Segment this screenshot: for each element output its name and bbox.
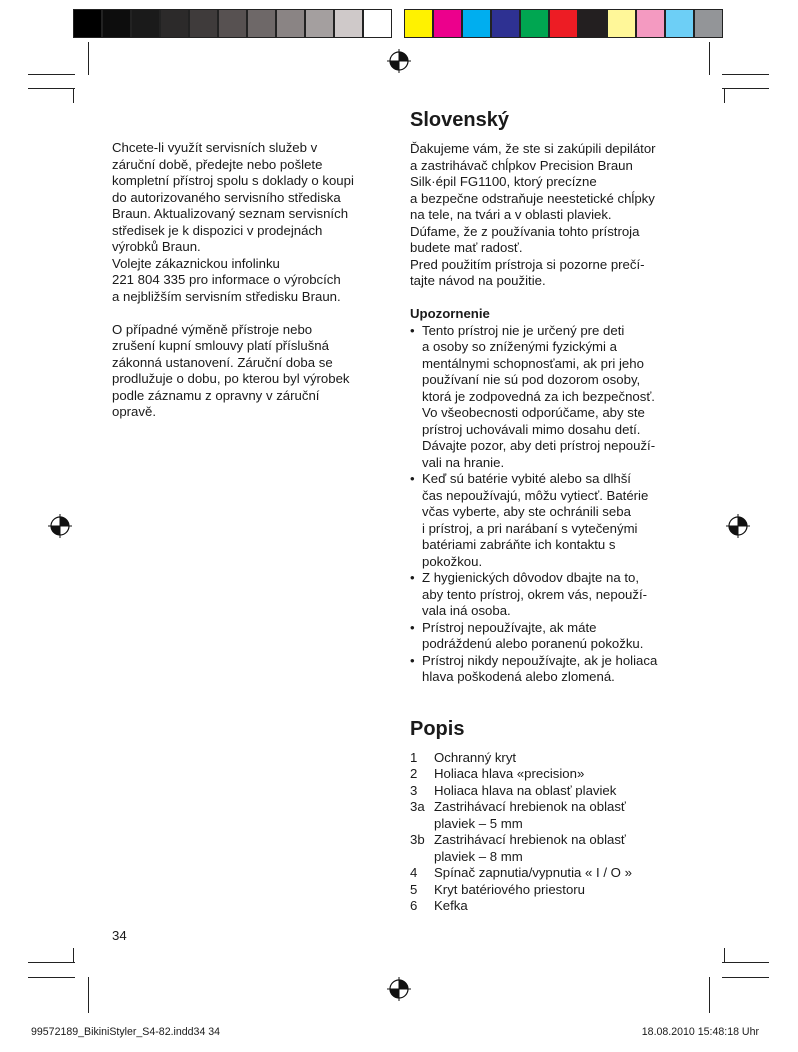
- part-number: 5: [410, 881, 418, 897]
- registration-mark-icon: [48, 514, 72, 538]
- color-swatch: [404, 9, 433, 38]
- list-item: [410, 898, 700, 915]
- color-swatch: [607, 9, 636, 38]
- gray-swatch: [305, 9, 334, 38]
- gray-swatch: [247, 9, 276, 38]
- crop-mark: [28, 962, 75, 963]
- gray-swatch: [73, 9, 102, 38]
- crop-mark: [724, 948, 725, 963]
- part-label: Holiaca hlava na oblasť plaviek: [434, 782, 617, 798]
- crop-mark: [28, 74, 75, 75]
- gray-swatch: [276, 9, 305, 38]
- part-label: Holiaca hlava «precision»: [434, 766, 585, 781]
- crop-mark: [88, 42, 89, 75]
- registration-mark-icon: [387, 977, 411, 1001]
- crop-mark: [73, 948, 74, 963]
- registration-mark-icon: [726, 514, 750, 538]
- gray-swatch: [160, 9, 189, 38]
- crop-mark: [73, 88, 74, 103]
- crop-mark: [28, 977, 75, 978]
- process-color-bar: [404, 9, 723, 38]
- color-swatch: [549, 9, 578, 38]
- crop-mark: [709, 42, 710, 75]
- crop-mark: [722, 962, 769, 963]
- list-item: [410, 882, 700, 899]
- gray-swatch: [102, 9, 131, 38]
- crop-mark: [722, 977, 769, 978]
- description-title: Popis: [410, 717, 465, 740]
- section-title: Slovenský: [410, 109, 509, 131]
- color-swatch: [665, 9, 694, 38]
- gray-swatch: [218, 9, 247, 38]
- color-swatch: [578, 9, 607, 38]
- gray-swatch: [131, 9, 160, 38]
- list-item: [410, 799, 700, 832]
- intro-paragraph: Ďakujeme vám, že ste si zakúpili depilátor a zastrihávač chĺpkov Precision Braun Silk·épil FG1100, ktorý precízne a bezpečne odstraňuje neestetické chĺpky na tele, na tvári a v oblasti plaviek. Dúfame, že z používania tohto prístroja budete mať radosť. Pred použitím prístroja si pozorne prečí- tajte návod na použitie.: [410, 141, 656, 288]
- part-label: Kryt batériového priestoru: [434, 881, 585, 897]
- gray-swatch: [363, 9, 392, 38]
- warning-heading: Upozornenie: [410, 306, 490, 321]
- part-label: Spínač zapnutia/vypnutia « I / O »: [434, 865, 632, 880]
- warning-item: • Keď sú batérie vybité alebo sa dlhší čas nepoužívajú, môžu vytiecť. Batérie včas vyberte, aby ste ochránili seba i prístroj, a pri narábaní s vytečenými batériami zabráňte ich kontaktu s pokožkou.: [410, 471, 700, 570]
- left-column: [112, 140, 397, 421]
- color-swatch: [462, 9, 491, 38]
- warranty-replacement-paragraph: O případné výměně přístroje nebo zrušení kupní smlouvy platí příslušná zákonná ustanovení. Záruční doba se prodlužuje o dobu, po kterou byl výrobek podle záznamu z opravny v záruční opravě.: [112, 321, 350, 419]
- part-label: Kefka: [434, 898, 468, 913]
- color-swatch: [491, 9, 520, 38]
- gray-swatch: [334, 9, 363, 38]
- crop-mark: [709, 977, 710, 1013]
- crop-mark: [88, 977, 89, 1013]
- list-item: [410, 865, 700, 882]
- warning-item: • Z hygienických dôvodov dbajte na to, aby tento prístroj, okrem vás, nepouží- vala iná osoba.: [410, 570, 700, 620]
- part-label: Zastrihávací hrebienok na oblasť plaviek – 8 mm: [434, 832, 626, 864]
- list-item: [410, 832, 700, 865]
- color-swatch: [520, 9, 549, 38]
- color-swatch: [636, 9, 665, 38]
- crop-mark: [724, 88, 725, 103]
- part-label: Zastrihávací hrebienok na oblasť plaviek – 5 mm: [434, 799, 626, 831]
- right-column: [410, 107, 700, 915]
- warning-list: [410, 323, 700, 686]
- crop-mark: [722, 74, 769, 75]
- crop-mark: [28, 88, 75, 89]
- parts-list: [410, 750, 700, 915]
- list-item: [410, 766, 700, 783]
- grayscale-color-bar: [73, 9, 392, 38]
- color-swatch: [433, 9, 462, 38]
- crop-mark: [722, 88, 769, 89]
- color-swatch: [694, 9, 723, 38]
- warning-item: • Prístroj nepoužívajte, ak máte podráždenú alebo poranenú pokožku.: [410, 620, 700, 653]
- page-number: 34: [112, 928, 127, 943]
- part-number: 1: [410, 749, 418, 765]
- part-number: 4: [410, 865, 418, 880]
- list-item: [410, 750, 700, 767]
- part-number: 3a: [410, 799, 425, 814]
- gray-swatch: [189, 9, 218, 38]
- registration-mark-icon: [387, 49, 411, 73]
- warning-item: • Prístroj nikdy nepoužívajte, ak je holiaca hlava poškodená alebo zlomená.: [410, 653, 700, 686]
- part-number: 3b: [410, 832, 425, 847]
- warning-item: • Tento prístroj nie je určený pre deti a osoby so zníženými fyzickými a mentálnymi schopnosťami, ak pri jeho používaní nie sú pod dozorom osoby, ktorá je zodpovedná za ich bezpečnosť. Vo všeobecnosti odporúčame, aby ste prístroj uchovávali mimo dosahu detí. Dávajte pozor, aby deti prístroj nepouží- vali na hranie.: [410, 323, 700, 472]
- part-label: Ochranný kryt: [434, 749, 517, 765]
- footer-timestamp: 18.08.2010 15:48:18 Uhr: [641, 1026, 759, 1038]
- part-number: 6: [410, 898, 418, 913]
- footer-file-info: 99572189_BikiniStyler_S4-82.indd34 34: [31, 1026, 221, 1038]
- warranty-service-paragraph: Chcete-li využít servisních služeb v záruční době, předejte nebo pošlete kompletní přístroj spolu s doklady o koupi do autorizovaného servisního střediska Braun. Aktualizovaný seznam servisních středisek je k dispozici v prodejnách výrobků Braun. Volejte zákaznickou infolinku 221 804 335 pro informace o výrobcích a nejbližším servisním středisku Braun.: [112, 140, 354, 304]
- part-number: 2: [410, 766, 418, 781]
- part-number: 3: [410, 782, 418, 798]
- list-item: [410, 783, 700, 800]
